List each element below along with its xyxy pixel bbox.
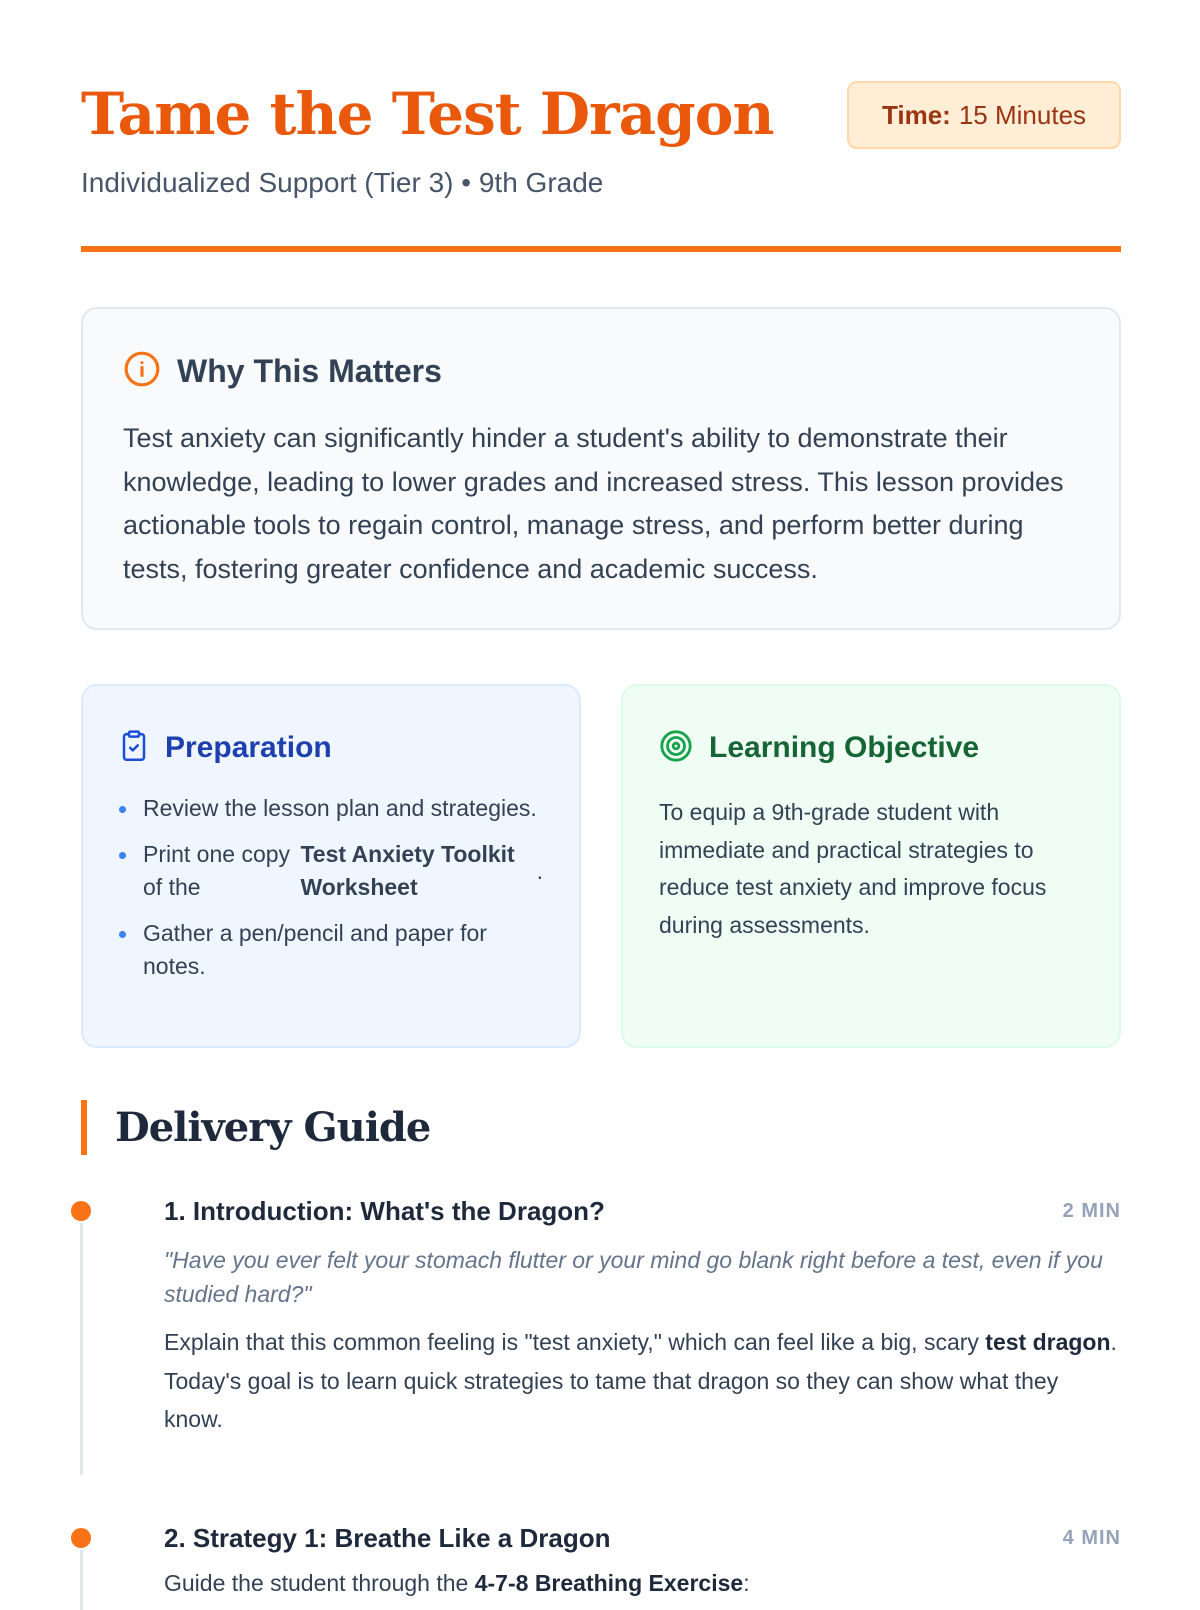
step-duration: 4 MIN	[1062, 1526, 1121, 1549]
target-icon	[659, 729, 693, 768]
step-text-bold: 4-7-8 Breathing Exercise	[474, 1570, 744, 1596]
preparation-card	[81, 684, 581, 1048]
step-quote: "Have you ever felt your stomach flutter or your mind go blank right before a test, even if you studied hard?"	[164, 1247, 1103, 1307]
clipboard-check-icon	[119, 729, 149, 768]
why-heading-row	[123, 349, 1079, 393]
page-title: Tame the Test Dragon	[81, 80, 774, 148]
step-duration: 2 MIN	[1062, 1199, 1121, 1222]
step-title: 2. Strategy 1: Breathe Like a Dragon	[164, 1522, 611, 1553]
time-label: Time:	[881, 99, 951, 130]
worksheet-name: Test Anxiety Toolkit Worksheet	[300, 841, 515, 900]
why-this-matters-card	[81, 307, 1121, 630]
lesson-header	[81, 0, 1121, 255]
step-text: Guide the student through the 4-7-8 Breathing Exercise:	[164, 1570, 750, 1596]
preparation-heading: Preparation	[165, 731, 332, 764]
heading-accent-bar	[81, 1100, 87, 1155]
timeline-line	[80, 1223, 83, 1475]
step-title-row	[164, 1520, 1121, 1556]
overview-columns	[81, 684, 1121, 1048]
info-icon	[123, 350, 161, 393]
delivery-guide-heading: Delivery Guide	[115, 1104, 431, 1151]
objective-heading-row	[659, 726, 1083, 770]
time-value: 15 Minutes	[958, 99, 1087, 130]
step-body	[164, 1193, 1121, 1439]
guide-step	[81, 1520, 1121, 1600]
list-item-text: Print one copy of the	[143, 841, 291, 900]
step-text-bold: test dragon	[985, 1329, 1111, 1355]
learning-objective-card	[621, 684, 1121, 1048]
page-subtitle: Individualized Support (Tier 3) • 9th Grade	[81, 167, 604, 198]
list-item-text: .	[536, 857, 543, 884]
step-body	[164, 1520, 1121, 1603]
objective-heading: Learning Objective	[709, 731, 980, 764]
preparation-heading-row	[119, 726, 543, 770]
step-title-row	[164, 1193, 1121, 1229]
why-heading: Why This Matters	[177, 352, 442, 389]
step-title: 1. Introduction: What's the Dragon?	[164, 1195, 605, 1226]
header-divider	[81, 246, 1121, 252]
list-item	[119, 838, 543, 904]
time-badge	[847, 81, 1121, 149]
list-item: Gather a pen/pencil and paper for notes.	[119, 917, 543, 983]
guide-step	[81, 1193, 1121, 1483]
delivery-guide-heading-row	[81, 1100, 430, 1155]
timeline-dot	[71, 1528, 91, 1548]
list-item: Review the lesson plan and strategies.	[119, 792, 543, 825]
timeline-dot	[71, 1201, 91, 1221]
why-text: Test anxiety can significantly hinder a student's ability to demonstrate their knowledge, leading to lower grades and increased stress. This lesson provides actionable tools to regain control, manage stress, and perform better during tests, fostering greater confidence and academic success.	[123, 423, 1064, 584]
objective-text: To equip a 9th-grade student with immediate and practical strategies to reduce test anxiety and improve focus during assessments.	[659, 799, 1047, 938]
timeline-line	[80, 1550, 83, 1610]
preparation-list	[119, 792, 543, 983]
lesson-page	[81, 0, 1121, 1596]
step-text: Explain that this common feeling is "test anxiety," which can feel like a big, scary test dragon. Today's goal is to learn quick strategies to tame that dragon so they can show what they know.	[164, 1329, 1117, 1432]
